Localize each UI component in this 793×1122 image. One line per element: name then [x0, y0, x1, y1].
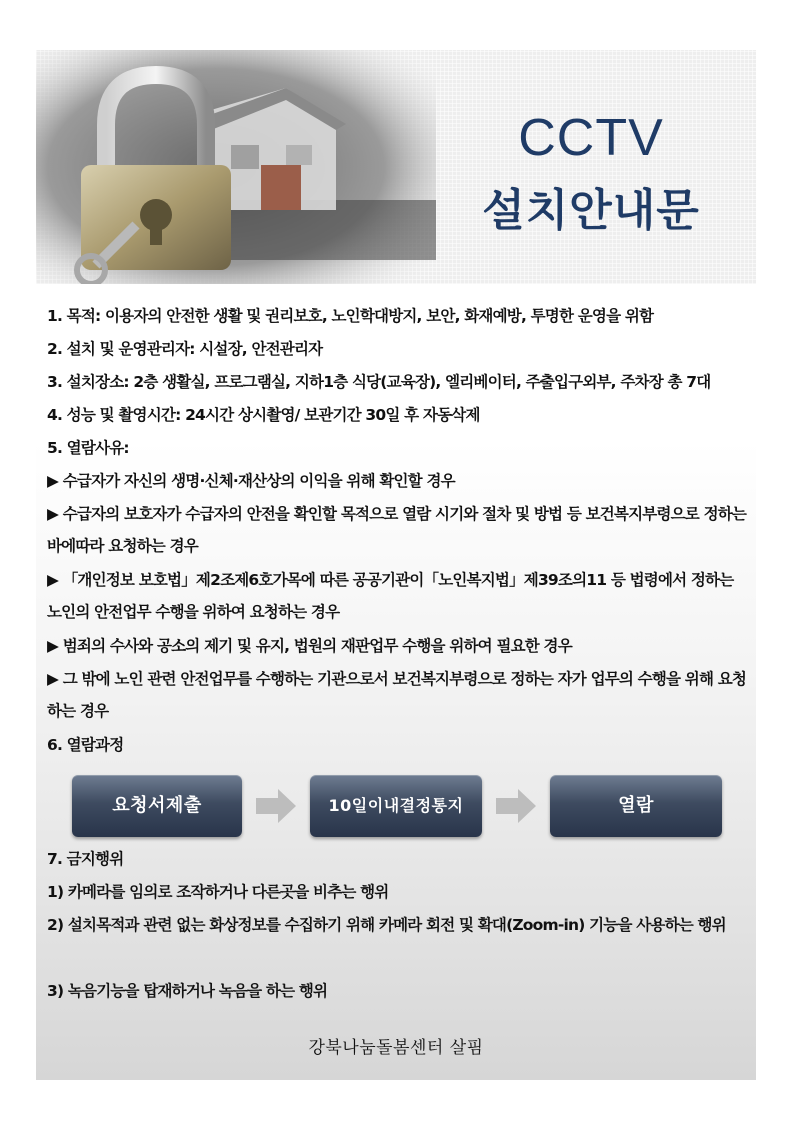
reason-item: ▶ 범죄의 수사와 공소의 제기 및 유지, 법원의 재판업무 수행을 위하여 필요한 경우 — [47, 637, 572, 655]
process-flow — [72, 775, 722, 837]
step-view: 열람 — [550, 775, 722, 837]
prohibited-section — [47, 843, 757, 1008]
right-arrow-icon — [496, 789, 536, 823]
reason-item: ▶ 수급자가 자신의 생명·신체·재산상의 이익을 위해 확인할 경우 — [47, 472, 455, 490]
item-location: 3. 설치장소: 2층 생활실, 프로그램실, 지하1층 식당(교육장), 엘리베이터, 주출입구외부, 주차장 총 7대 — [47, 373, 711, 391]
item-purpose: 1. 목적: 이용자의 안전한 생활 및 권리보호, 노인학대방지, 보안, 화재예방, 투명한 운영을 위함 — [47, 307, 654, 325]
prohibited-item: 1) 카메라를 임의로 조작하거나 다른곳을 비추는 행위 — [47, 883, 389, 901]
header-banner — [36, 50, 756, 284]
item-reasons-heading: 5. 열람사유: — [47, 439, 129, 457]
title-en: CCTV — [518, 109, 664, 167]
prohibited-item: 2) 설치목적과 관련 없는 화상정보를 수집하기 위해 카메라 회전 및 확대(Zoom-in) 기능을 사용하는 행위 — [47, 916, 726, 934]
reason-item: ▶ 수급자의 보호자가 수급자의 안전을 확인할 목적으로 열람 시기와 절차 및 방법 등 보건복지부령으로 정하는바에따라 요청하는 경우 — [47, 505, 747, 555]
title-ko: 설치안내문 — [482, 185, 700, 236]
process-heading: 6. 열람과정 — [47, 736, 124, 754]
item-manager: 2. 설치 및 운영관리자: 시설장, 안전관리자 — [47, 340, 323, 358]
prohibited-item: 3) 녹음기능을 탑재하거나 녹음을 하는 행위 — [47, 982, 328, 1000]
prohibited-heading: 7. 금지행위 — [47, 850, 124, 868]
step-decision: 10일이내결정통지 — [310, 775, 482, 837]
footer-organization: 강북나눔돌봄센터 살핌 — [308, 1038, 484, 1058]
reason-item: ▶ 그 밖에 노인 관련 안전업무를 수행하는 기관으로서 보건복지부령으로 정하는 자가 업무의 수행을 위해 요청하는 경우 — [47, 670, 747, 720]
reason-item: ▶ 「개인정보 보호법」제2조제6호가목에 따른 공공기관이「노인복지법」제39조의11 등 법령에서 정하는 노인의 안전업무 수행을 위하여 요청하는 경우 — [47, 571, 734, 621]
item-performance: 4. 성능 및 촬영시간: 24시간 상시촬영/ 보관기간 30일 후 자동삭제 — [47, 406, 480, 424]
right-arrow-icon — [256, 789, 296, 823]
step-request: 요청서제출 — [72, 775, 242, 837]
padlock-house-photo-icon — [36, 50, 436, 284]
notice-content — [47, 300, 757, 762]
